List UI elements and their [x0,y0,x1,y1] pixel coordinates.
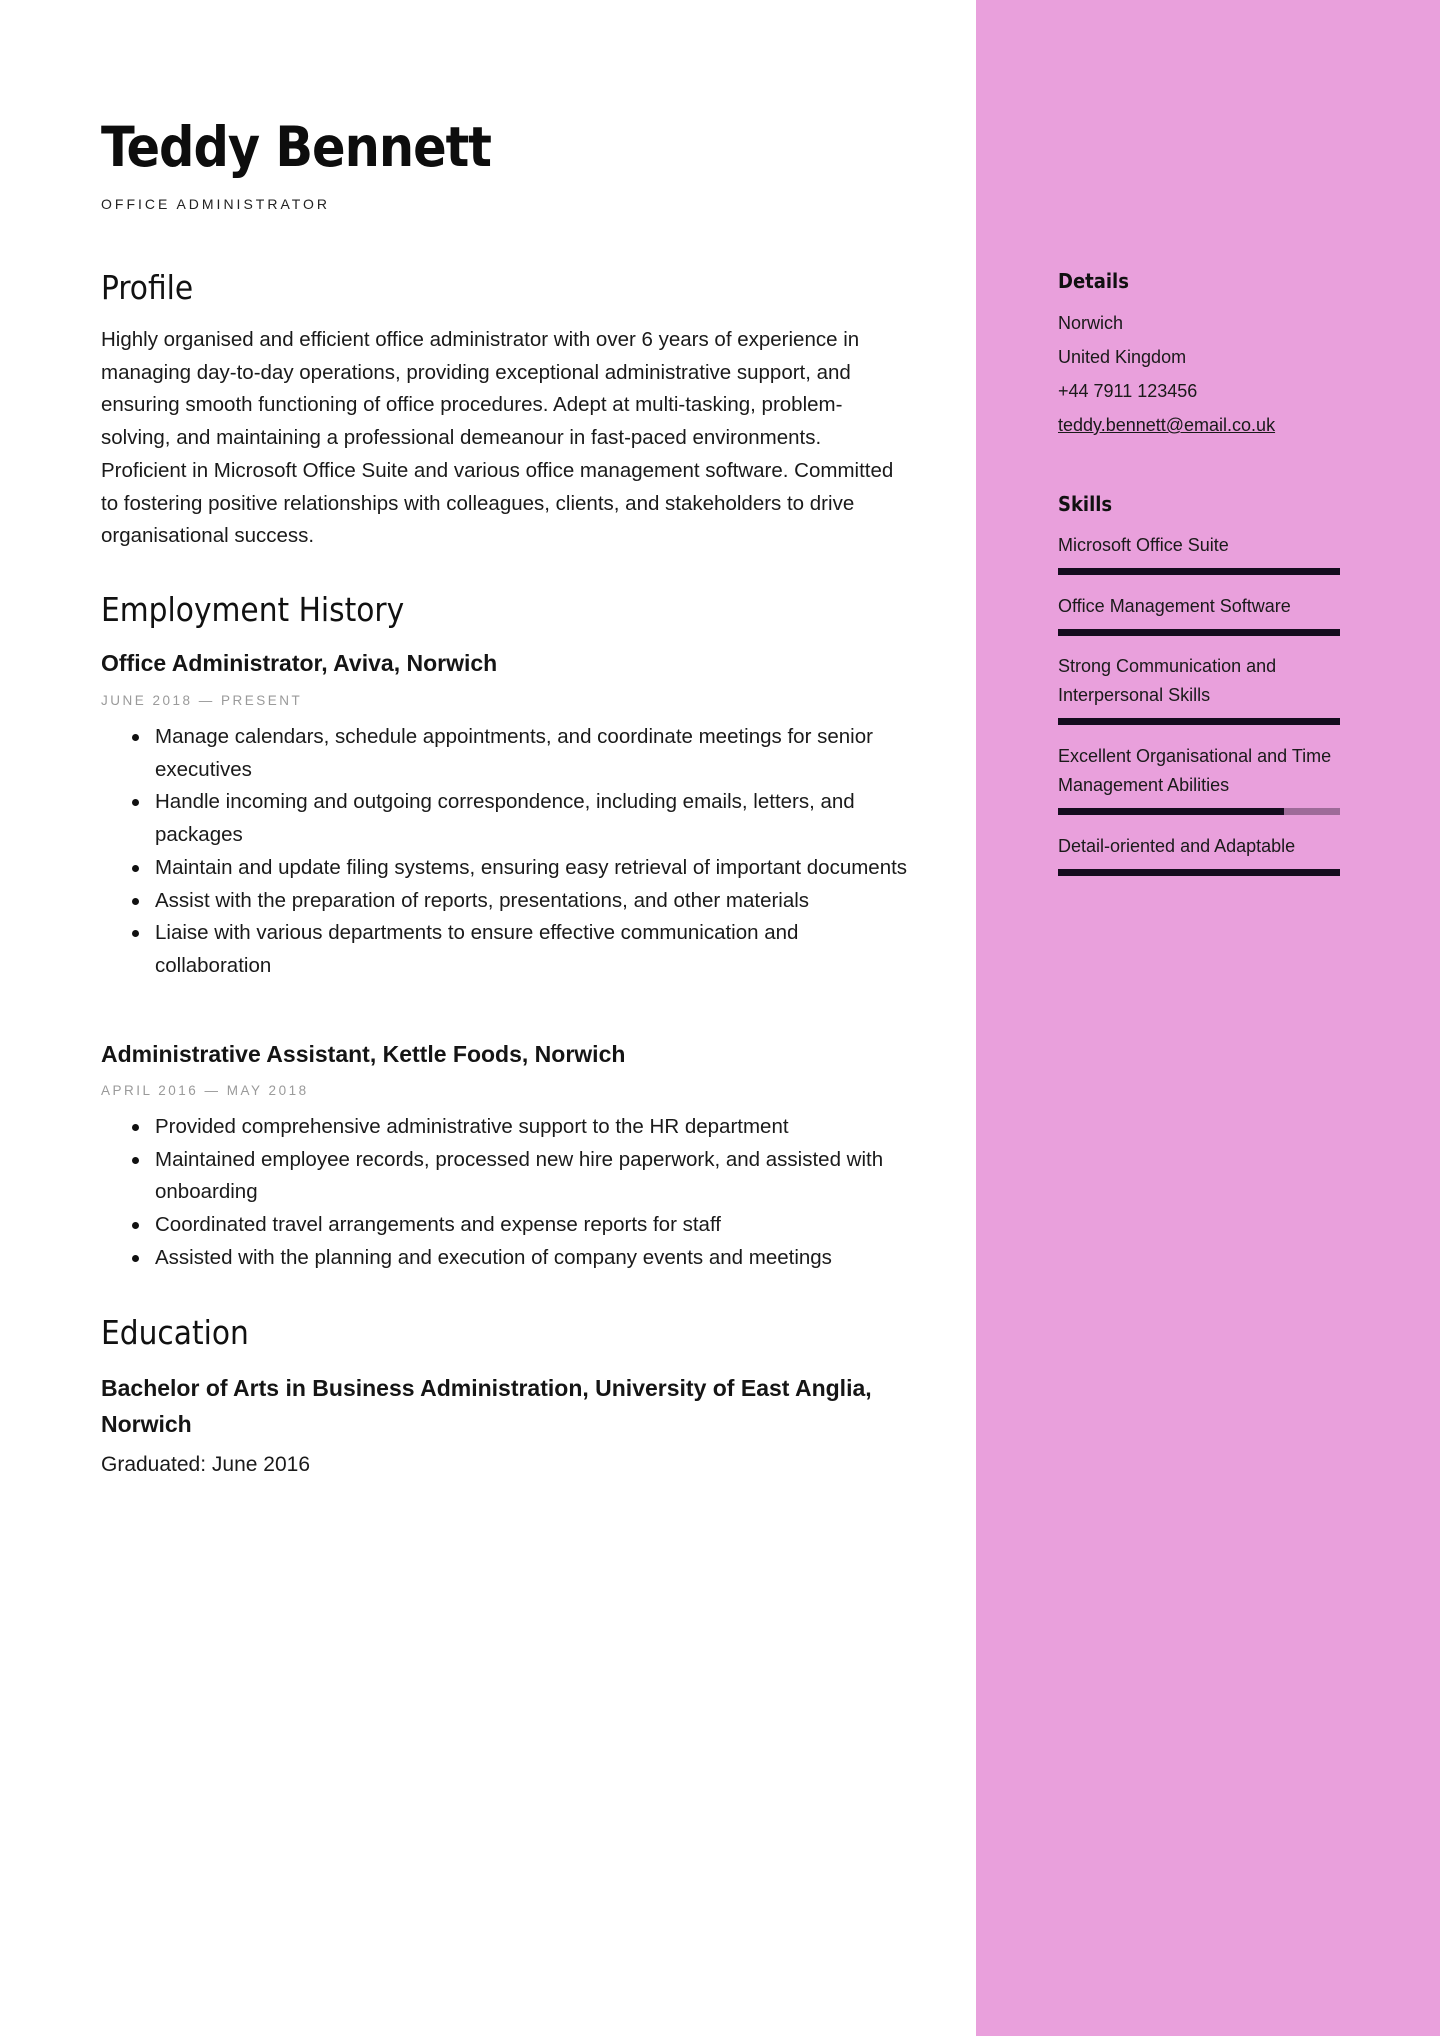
skill-level-fill [1058,808,1284,815]
job-dates: APRIL 2016 — MAY 2018 [101,1083,309,1098]
detail-country: United Kingdom [1058,347,1187,367]
list-item: Maintained employee records, processed new hire paperwork, and assisted with onboarding [101,1144,911,1209]
skill-label: Office Management Software [1058,596,1291,616]
list-item: Liaise with various departments to ensure effective communication and collaboration [101,917,911,982]
skill-label: Strong Communication and Interpersonal Skills [1058,656,1277,705]
job-bullet-list [101,721,911,983]
email-link[interactable]: teddy.bennett@email.co.uk [1058,415,1276,435]
job-bullet-list [101,1111,911,1275]
job-subtitle: OFFICE ADMINISTRATOR [101,196,331,212]
details-heading: Details [1058,269,1129,293]
list-item: Coordinated travel arrangements and expense reports for staff [101,1209,911,1242]
list-item: Provided comprehensive administrative support to the HR department [101,1111,911,1144]
skill-level-fill [1058,869,1340,876]
list-item: Assist with the preparation of reports, presentations, and other materials [101,885,911,918]
skill-label: Excellent Organisational and Time Management Abilities [1058,746,1332,795]
skill-label: Detail-oriented and Adaptable [1058,836,1296,856]
skill-level-fill [1058,718,1340,725]
sidebar-background [976,0,1440,2036]
list-item: Maintain and update filing systems, ensuring easy retrieval of important documents [101,852,911,885]
education-graduated: Graduated: June 2016 [101,1453,310,1476]
skill-level-fill [1058,629,1340,636]
profile-heading: Profile [101,268,194,307]
skill-level-bar [1058,808,1340,815]
profile-summary: Highly organised and efficient office administrator with over 6 years of experience in managing day-to-day operations, providing exceptional administrative support, and ensuring smooth functioning of office procedures. Adept at multi-tasking, problem-solving, and maintaining a professional demeanour in fast-paced environments. Proficient in Microsoft Office Suite and various office management software. Committed to fostering positive relationships with colleagues, clients, and stakeholders to drive organisational success. [101,328,894,548]
list-item: Assisted with the planning and execution of company events and meetings [101,1242,911,1275]
job-dates: JUNE 2018 — PRESENT [101,693,303,708]
detail-city: Norwich [1058,313,1124,333]
list-item: Manage calendars, schedule appointments, and coordinate meetings for senior executives [101,721,911,786]
skill-level-bar [1058,629,1340,636]
employment-heading: Employment History [101,590,405,629]
skills-heading: Skills [1058,492,1113,516]
job-title: Office Administrator, Aviva, Norwich [101,650,498,676]
skill-level-fill [1058,568,1340,575]
skill-level-bar [1058,869,1340,876]
list-item: Handle incoming and outgoing correspondence, including emails, letters, and packages [101,786,911,851]
job-title: Administrative Assistant, Kettle Foods, Norwich [101,1041,626,1067]
skill-level-bar [1058,568,1340,575]
skill-level-bar [1058,718,1340,725]
skill-label: Microsoft Office Suite [1058,535,1229,555]
detail-phone: +44 7911 123456 [1058,381,1198,401]
candidate-name: Teddy Bennett [101,115,491,179]
education-degree: Bachelor of Arts in Business Administration, University of East Anglia, Norwich [101,1375,872,1437]
education-heading: Education [101,1313,249,1352]
